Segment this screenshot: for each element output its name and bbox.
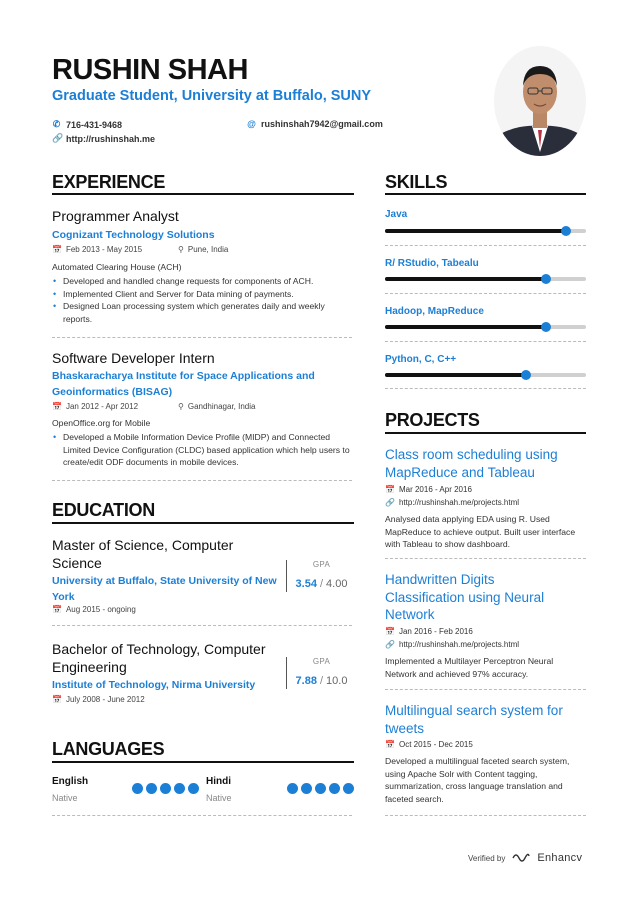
experience-rule bbox=[52, 193, 354, 195]
gpa-value: 3.54 / 4.00 bbox=[295, 578, 348, 590]
gpa-box bbox=[286, 657, 356, 689]
calendar-icon: 📅 bbox=[385, 740, 395, 749]
job-bullets bbox=[52, 431, 352, 469]
skill-bar-fill bbox=[385, 373, 526, 377]
project-link[interactable]: 🔗 http://rushinshah.me/projects.html bbox=[385, 640, 520, 649]
degree-title: Master of Science, Computer Science bbox=[52, 537, 234, 571]
project-description: Developed a multilingual faceted search system, using Apache Solr with Content tagging, summarization, cross language translation and faceted search. bbox=[385, 756, 570, 804]
skill-bar-knob bbox=[541, 322, 551, 332]
phone-number: 716-431-9468 bbox=[66, 119, 123, 130]
at-icon: @ bbox=[247, 119, 256, 129]
job-summary: OpenOffice.org for Mobile bbox=[52, 418, 151, 428]
link-icon: 🔗 bbox=[385, 498, 395, 507]
rating-dot bbox=[315, 783, 326, 794]
divider bbox=[52, 480, 352, 481]
skill-bar bbox=[385, 373, 586, 377]
location-pin-icon: ⚲ bbox=[178, 245, 184, 254]
education-dates: 📅 July 2008 - June 2012 bbox=[52, 695, 145, 704]
candidate-role: Graduate Student, University at Buffalo, SUNY bbox=[52, 88, 372, 104]
website-url: http://rushinshah.me bbox=[66, 133, 156, 144]
skills-rule bbox=[385, 193, 586, 195]
project-title: Handwritten Digits Classification using Neural Network bbox=[385, 572, 545, 622]
gpa-label: GPA bbox=[312, 560, 331, 569]
skill-bar-fill bbox=[385, 325, 546, 329]
skill-bar-knob bbox=[521, 370, 531, 380]
profile-photo bbox=[494, 46, 586, 156]
language-name: Hindi bbox=[206, 776, 231, 787]
location-pin-icon: ⚲ bbox=[178, 402, 184, 411]
list-item: • Designed Loan processing system which generates daily and weekly reports. bbox=[52, 300, 352, 325]
project-description: Implemented a Multilayer Perceptron Neural Network and achieved 97% accuracy. bbox=[385, 656, 554, 679]
divider bbox=[52, 815, 352, 816]
divider bbox=[385, 293, 586, 294]
link-icon: 🔗 bbox=[385, 640, 395, 649]
divider bbox=[385, 815, 586, 816]
degree-title: Bachelor of Technology, Computer Engineering bbox=[52, 641, 266, 675]
gpa-label: GPA bbox=[312, 657, 331, 666]
job-summary: Automated Clearing House (ACH) bbox=[52, 262, 182, 272]
school-name: Institute of Technology, Nirma University bbox=[52, 679, 256, 691]
skill-bar-fill bbox=[385, 229, 566, 233]
phone-contact[interactable] bbox=[52, 119, 122, 130]
enhancv-logo-icon bbox=[511, 852, 531, 864]
calendar-icon: 📅 bbox=[385, 627, 395, 636]
education-title: EDUCATION bbox=[52, 500, 155, 520]
calendar-icon: 📅 bbox=[385, 485, 395, 494]
school-name: University at Buffalo, State University of New York bbox=[52, 575, 277, 603]
skill-name: Hadoop, MapReduce bbox=[385, 306, 484, 317]
skill-bar-knob bbox=[561, 226, 571, 236]
skill-bar bbox=[385, 229, 586, 233]
project-dates: 📅 Mar 2016 - Apr 2016 bbox=[385, 485, 472, 494]
calendar-icon: 📅 bbox=[52, 605, 62, 614]
list-item: • Implemented Client and Server for Data mining of payments. bbox=[52, 288, 352, 301]
verified-label: Verified by bbox=[468, 853, 506, 863]
divider bbox=[385, 341, 586, 342]
divider bbox=[385, 388, 586, 389]
skill-bar-fill bbox=[385, 277, 546, 281]
link-icon: 🔗 bbox=[52, 133, 64, 143]
job-bullets bbox=[52, 275, 352, 325]
calendar-icon: 📅 bbox=[52, 695, 62, 704]
rating-dot bbox=[188, 783, 199, 794]
language-level: Native bbox=[206, 793, 232, 803]
brand-name: Enhancv bbox=[537, 852, 583, 864]
website-contact[interactable] bbox=[52, 133, 155, 144]
rating-dot bbox=[160, 783, 171, 794]
language-name: English bbox=[52, 776, 89, 787]
rating-dot bbox=[287, 783, 298, 794]
skill-name: Java bbox=[385, 209, 408, 220]
job-dates: 📅 Jan 2012 - Apr 2012 bbox=[52, 402, 139, 411]
skill-bar bbox=[385, 277, 586, 281]
job-dates: 📅 Feb 2013 - May 2015 bbox=[52, 245, 143, 254]
rating-dot bbox=[343, 783, 354, 794]
skill-name: Python, C, C++ bbox=[385, 354, 457, 365]
gpa-value: 7.88 / 10.0 bbox=[295, 675, 348, 687]
job-location: ⚲ Pune, India bbox=[178, 245, 229, 254]
list-item: • Developed and handled change requests for components of ACH. bbox=[52, 275, 352, 288]
rating-dot bbox=[174, 783, 185, 794]
project-title: Class room scheduling using MapReduce and Tableau bbox=[385, 447, 558, 480]
divider bbox=[52, 337, 352, 338]
languages-title: LANGUAGES bbox=[52, 739, 165, 759]
job-location: ⚲ Gandhinagar, India bbox=[178, 402, 256, 411]
education-rule bbox=[52, 522, 354, 524]
skill-bar bbox=[385, 325, 586, 329]
rating-dot bbox=[132, 783, 143, 794]
project-title: Multilingual search system for tweets bbox=[385, 703, 563, 736]
divider bbox=[385, 558, 586, 559]
job-title: Software Developer Intern bbox=[52, 350, 215, 366]
language-level: Native bbox=[52, 793, 78, 803]
languages-rule bbox=[52, 761, 354, 763]
calendar-icon: 📅 bbox=[52, 402, 62, 411]
rating-dot bbox=[329, 783, 340, 794]
project-dates: 📅 Oct 2015 - Dec 2015 bbox=[385, 740, 473, 749]
email-address: rushinshah7942@gmail.com bbox=[261, 119, 383, 129]
skill-bar-knob bbox=[541, 274, 551, 284]
project-description: Analysed data applying EDA using R. Used MapReduce to achieve output. Built user interface with Tableau to show dashboard. bbox=[385, 514, 576, 549]
job-title: Programmer Analyst bbox=[52, 208, 179, 224]
rating-dot bbox=[146, 783, 157, 794]
skills-title: SKILLS bbox=[385, 172, 448, 192]
list-item: • Developed a Mobile Information Device Profile (MIDP) and Connected Limited Device Configuration (CLDC) based application which help users to create/edit ODF documents in mobile devices. bbox=[52, 431, 352, 469]
company-name: Cognizant Technology Solutions bbox=[52, 229, 215, 241]
skill-name: R/ RStudio, Tabealu bbox=[385, 258, 479, 269]
gpa-box bbox=[286, 560, 356, 592]
company-name: Bhaskaracharya Institute for Space Applications and Geoinformatics (BISAG) bbox=[52, 370, 315, 398]
divider bbox=[385, 689, 586, 690]
projects-rule bbox=[385, 432, 586, 434]
experience-title: EXPERIENCE bbox=[52, 172, 166, 192]
divider bbox=[385, 245, 586, 246]
calendar-icon: 📅 bbox=[52, 245, 62, 254]
language-rating bbox=[287, 783, 354, 794]
project-dates: 📅 Jan 2016 - Feb 2016 bbox=[385, 627, 473, 636]
phone-icon: ✆ bbox=[52, 119, 61, 129]
email-contact[interactable] bbox=[247, 119, 383, 129]
footer bbox=[468, 852, 582, 864]
education-dates: 📅 Aug 2015 - ongoing bbox=[52, 605, 136, 614]
divider bbox=[52, 625, 352, 626]
candidate-name: RUSHIN SHAH bbox=[52, 54, 248, 86]
projects-title: PROJECTS bbox=[385, 410, 480, 430]
project-link[interactable]: 🔗 http://rushinshah.me/projects.html bbox=[385, 498, 520, 507]
rating-dot bbox=[301, 783, 312, 794]
language-rating bbox=[132, 783, 199, 794]
